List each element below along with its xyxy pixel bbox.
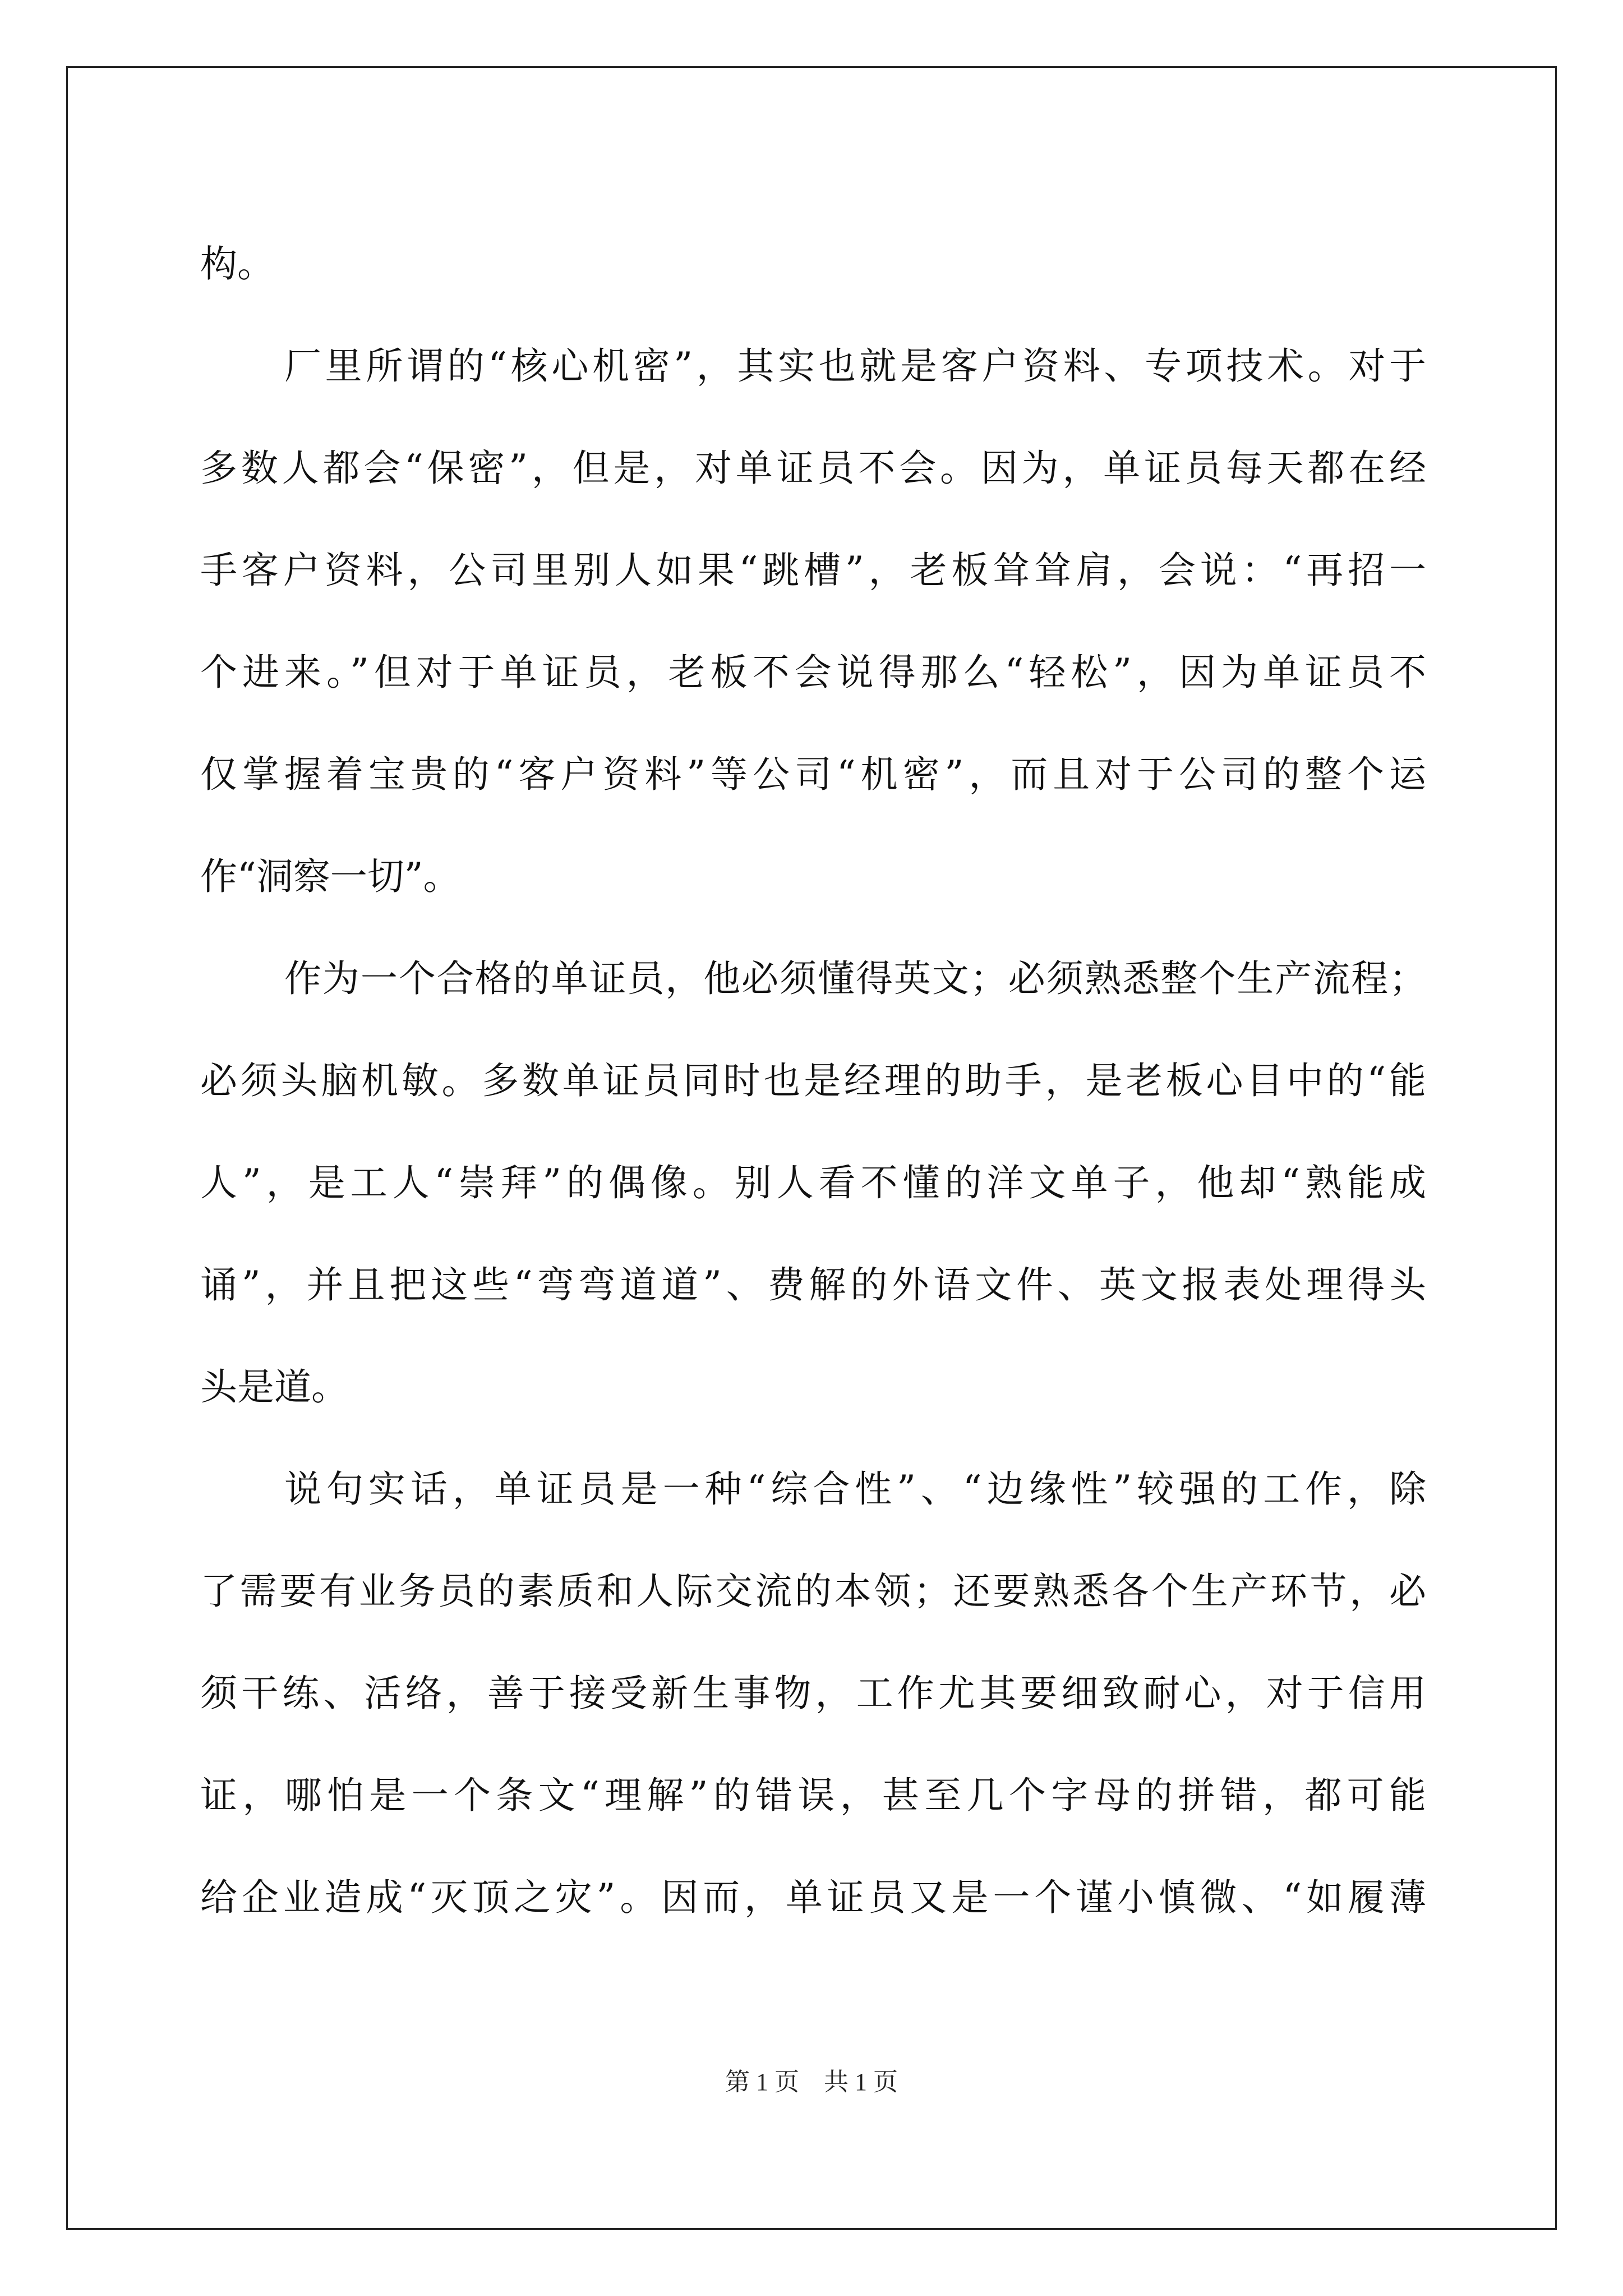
text-line: 了需要有业务员的素质和人际交流的本领；还要熟悉各个生产环节，必 — [200, 1570, 1426, 1613]
text-line: 说句实话，单证员是一种“综合性”、“边缘性”较强的工作，除 — [284, 1467, 1426, 1511]
page-number-footer: 第 1 页 共 1 页 — [725, 2068, 898, 2096]
text-line: 多数人都会“保密”，但是，对单证员不会。因为，单证员每天都在经 — [200, 447, 1426, 490]
text-line: 构。 — [200, 242, 274, 286]
text-line: 手客户资料，公司里别人如果“跳槽”，老板耸耸肩，会说：“再招一 — [200, 549, 1426, 592]
text-line: 证，哪怕是一个条文“理解”的错误，甚至几个字母的拼错，都可能 — [200, 1774, 1426, 1817]
text-line: 必须头脑机敏。多数单证员同时也是经理的助手，是老板心目中的“能 — [200, 1059, 1426, 1102]
text-line: 厂里所谓的“核心机密”，其实也就是客户资料、专项技术。对于 — [284, 344, 1426, 388]
text-line: 头是道。 — [200, 1365, 348, 1409]
text-line: 人”，是工人“崇拜”的偶像。别人看不懂的洋文单子，他却“熟能成 — [200, 1161, 1426, 1204]
text-line: 作为一个合格的单证员，他必须懂得英文；必须熟悉整个生产流程； — [284, 957, 1426, 1000]
document-body — [200, 213, 1426, 1949]
text-line: 作“洞察一切”。 — [200, 855, 460, 898]
text-line: 给企业造成“灭顶之灾”。因而，单证员又是一个谨小慎微、“如履薄 — [200, 1876, 1426, 1919]
text-line: 仅掌握着宝贵的“客户资料”等公司“机密”，而且对于公司的整个运 — [200, 753, 1426, 796]
text-line: 须干练、活络，善于接受新生事物，工作尤其要细致耐心，对于信用 — [200, 1672, 1426, 1715]
text-line: 诵”，并且把这些“弯弯道道”、费解的外语文件、英文报表处理得头 — [200, 1263, 1426, 1306]
text-line: 个进来。”但对于单证员，老板不会说得那么“轻松”，因为单证员不 — [200, 651, 1426, 694]
